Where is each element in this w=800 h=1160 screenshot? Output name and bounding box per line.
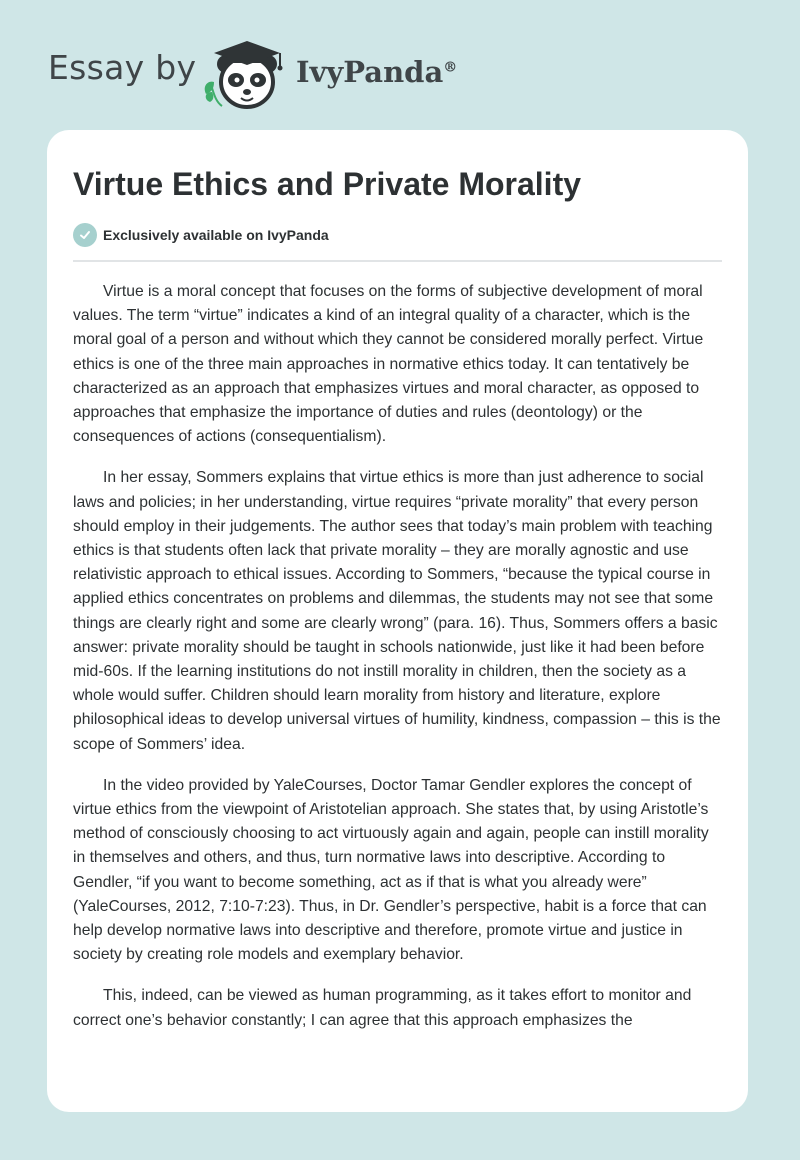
ivypanda-logo-icon[interactable]	[200, 36, 294, 110]
page-title: Virtue Ethics and Private Morality	[73, 166, 582, 202]
site-header	[0, 0, 800, 130]
essay-by-label: Essay by	[48, 48, 197, 87]
exclusive-badge	[73, 223, 329, 247]
check-mark-icon	[79, 229, 91, 241]
brand-name-text: IvyPanda	[296, 55, 444, 89]
essay-body	[73, 280, 725, 1050]
brand-name[interactable]	[296, 55, 457, 89]
paragraph: This, indeed, can be viewed as human programming, as it takes effort to monitor and correct one’s behavior constantly; I can agree that this approach emphasizes the	[73, 987, 692, 1029]
paragraph: Virtue is a moral concept that focuses on the forms of subjective development of moral values. The term “virtue” indicates a kind of an integral quality of a character, which is the moral goal of a person and without which they cannot be considered morally perfect. Virtue ethics is one of the three main approaches in normative ethics today. It can tentatively be characterized as an approach that emphasizes virtues and moral character, as opposed to approaches that emphasize the importance of duties and rules (deontology) or the consequences of actions (consequentialism).	[73, 283, 704, 446]
check-icon	[73, 223, 97, 247]
exclusive-badge-text: Exclusively available on IvyPanda	[103, 227, 329, 243]
registered-mark: ®	[443, 59, 458, 76]
divider	[73, 260, 722, 262]
paragraph: In her essay, Sommers explains that virtue ethics is more than just adherence to social laws and policies; in her understanding, virtue requires “private morality” that every person should employ in their judgements. The author sees that today’s main problem with teaching ethics is that students often lack that private morality – they are morally agnostic and use relativistic approach to ethical issues. According to Sommers, “because the typical course in applied ethics concentrates on problems and dilemmas, the students may not see that some things are clearly right and some are clearly wrong” (para. 16). Thus, Sommers offers a basic answer: private morality should be taught in schools nationwide, just like it had been before mid-60s. If the learning institutions do not instill morality in children, then the society as a whole would suffer. Children should learn morality from history and literature, explore philosophical ideas to develop universal virtues of humility, kindness, compassion – this is the scope of Sommers’ idea.	[73, 469, 721, 753]
paragraph: In the video provided by YaleCourses, Doctor Tamar Gendler explores the concept of virtue ethics from the viewpoint of Aristotelian approach. She states that, by using Aristotle’s method of consciously choosing to act virtuously again and again, people can instill morality in themselves and others, and thus, turn normative laws into descriptive. According to Gendler, “if you want to become something, act as if that is what you already were” (YaleCourses, 2012, 7:10-7:23). Thus, in Dr. Gendler’s perspective, habit is a force that can help develop normative laws into descriptive and therefore, promote virtue and justice in society by creating role models and exemplary behavior.	[73, 776, 709, 964]
essay-card	[47, 130, 748, 1112]
